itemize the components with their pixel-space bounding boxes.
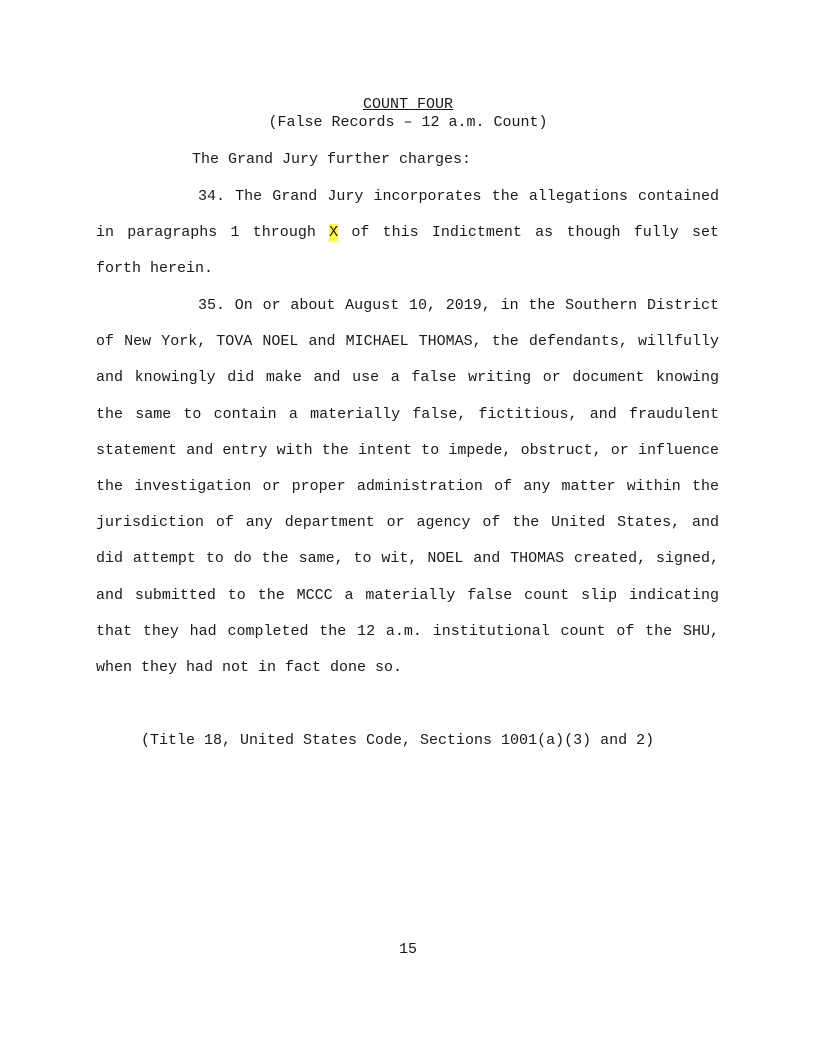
count-title-text: COUNT FOUR	[362, 96, 453, 113]
paragraph-34	[96, 179, 719, 288]
highlighted-placeholder: X	[329, 224, 339, 242]
paragraph-35: 35. On or about August 10, 2019, in the Southern District of New York, TOVA NOEL and MICHAEL THOMAS, the defendants, willfully and knowingly did make and use a false writing or document knowing the same to contain a materially false, fictitious, and fraudulent statement and entry with the intent to impede, obstruct, or influence the investigation or proper administration of any matter within the jurisdiction of any department or agency of the United States, and did attempt to do the same, to wit, NOEL and THOMAS created, signed, and submitted to the MCCC a materially false count slip indicating that they had completed the 12 a.m. institutional count of the SHU, when they had not in fact done so.	[96, 297, 719, 677]
charge-intro: The Grand Jury further charges:	[192, 151, 472, 168]
page-number: 15	[398, 941, 417, 958]
paragraph-34-text-before: 34. The Grand Jury incorporates the allegations contained in paragraphs 1 through	[96, 188, 719, 242]
count-subtitle: (False Records – 12 a.m. Count)	[268, 114, 548, 131]
count-title	[0, 96, 816, 114]
paragraph-34-text-after: of this Indictment as though fully set forth herein.	[96, 224, 719, 278]
statute-citation: (Title 18, United States Code, Sections 1001(a)(3) and 2)	[141, 732, 655, 749]
